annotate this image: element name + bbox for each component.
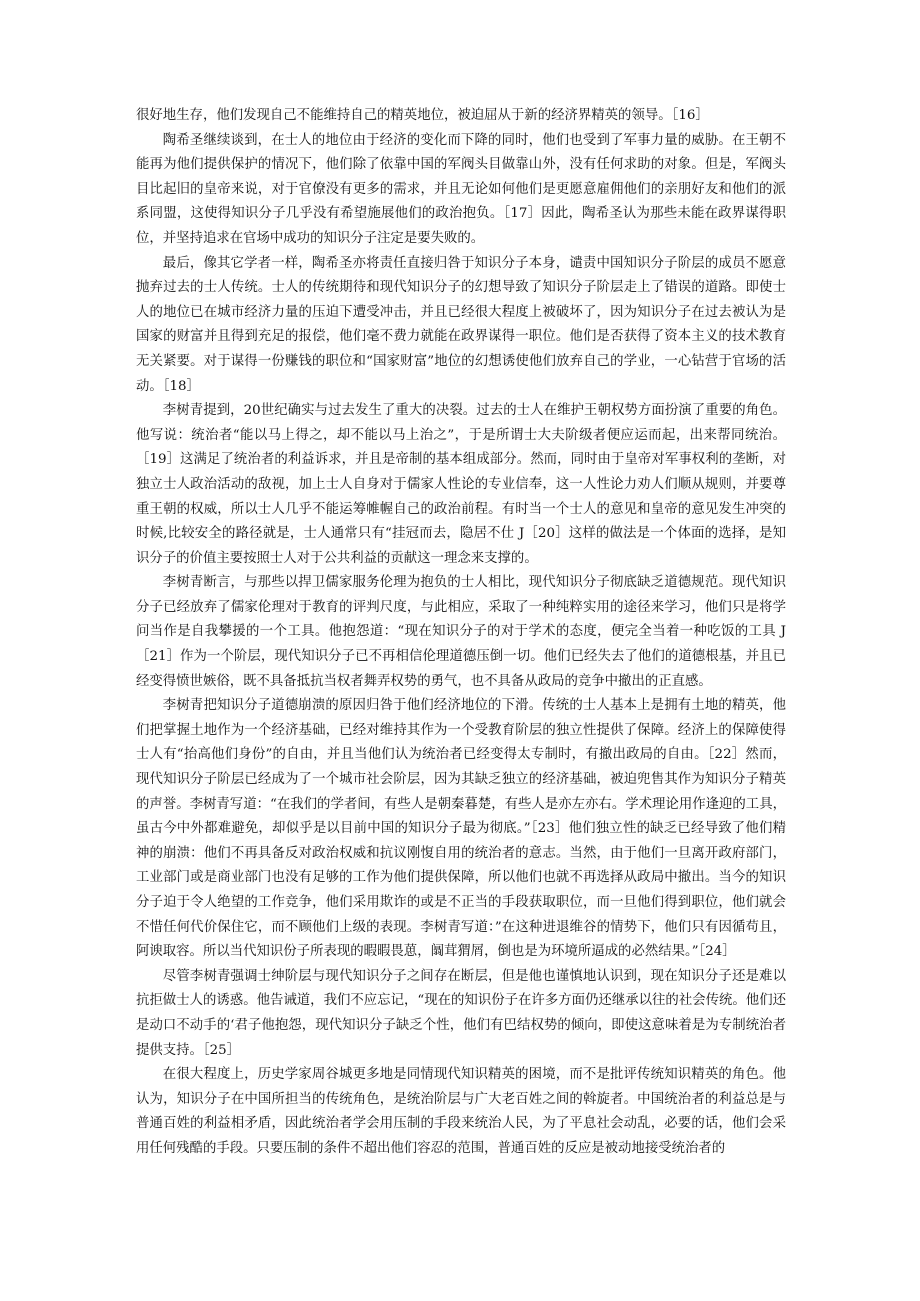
paragraph-tao-xisheng-military: 陶希圣继续谈到，在士人的地位由于经济的变化而下降的同时，他们也受到了军事力量的威胁。在王朝不能再为他们提供保护的情况下，他们除了依靠中国的军阀头目做靠山外，没有任何求助的对象。但是，军阀头目比起旧的皇帝来说，对于官僚没有更多的需求，并且无论如何他们是更愿意雇佣他们的亲朋好友和他们的派系同盟，这使得知识分子几乎没有希望施展他们的政治抱负。［17］因此，陶希圣认为那些未能在政界谋得职位，并坚持追求在官场中成功的知识分子注定是要失败的。 bbox=[136, 132, 786, 246]
paragraph-tao-xisheng-blame: 最后，像其它学者一样，陶希圣亦将责任直接归咎于知识分子本身，谴责中国知识分子阶层的成员不愿意抛弃过去的士人传统。士人的传统期待和现代知识分子的幻想导致了知识分子阶层走上了错误的道路。即使士人的地位已在城市经济力量的压迫下遭受冲击，并且已经很大程度上被破坏了，因为知识分子在过去被认为是国家的财富并且得到充足的报偿，他们毫不费力就能在政界谋得一职位。他们是否获得了资本主义的技术教育无关紧要。对于谋得一份赚钱的职位和“国家财富”地位的幻想诱使他们放弃自己的学业，一心钻营于官场的活动。［18］ bbox=[136, 255, 786, 394]
paragraph-li-shuqing-temptation: 尽管李树青强调士绅阶层与现代知识分子之间存在断层，但是他也谨慎地认识到，现在知识分子还是难以抗拒做士人的诱惑。他告诫道，我们不应忘记，“现在的知识份子在许多方面仍还继承以往的社会传统。他们还是动口不动手的‘君子他抱怨，现代知识分子缺乏个性，他们有巴结权势的倾向，即使这意味着是为专制统治者提供支持。［25］ bbox=[136, 968, 786, 1058]
paragraph-continuation: 很好地生存，他们发现自己不能维持自己的精英地位，被迫屈从于新的经济界精英的领导。［16］ bbox=[136, 108, 709, 123]
paragraph-li-shuqing-rupture: 李树青提到，20世纪确实与过去发生了重大的决裂。过去的士人在维护王朝权势方面扮演了重要的角色。他写说：统治者“能以马上得之，却不能以马上治之”，于是所谓士大夫阶级者便应运而起，出来帮同统治。［19］这满足了统治者的利益诉求，并且是帝制的基本组成部分。然而，同时由于皇帝对军事权利的垄断，对独立士人政治活动的敌视，加上士人自身对于儒家人性论的专业信奉，这一人性论力劝人们顺从规则，并要尊重王朝的权威，所以士人几乎不能运筹帷幄自己的政治前程。有时当一个士人的意见和皇帝的意见发生冲突的时候,比较安全的路径就是，士人通常只有“挂冠而去，隐居不仕 J［20］这样的做法是一个体面的选择，是知识分子的价值主要按照士人对于公共利益的贡献这一理念来支撑的。 bbox=[136, 403, 786, 566]
paragraph-zhou-gucheng: 在很大程度上，历史学家周谷城更多地是同情现代知识精英的困境，而不是批评传统知识精英的角色。他认为，知识分子在中国所担当的传统角色，是统治阶层与广大老百姓之间的斡旋者。中国统治者的利益总是与普通百姓的利益相矛盾，因此统治者学会用压制的手段来统治人民，为了平息社会动乱，必要的话，他们会采用任何残酷的手段。只要压制的条件不超出他们容忍的范围，普通百姓的反应是被动地接受统治者的 bbox=[136, 1067, 786, 1156]
paragraph-li-shuqing-economy: 李树青把知识分子道德崩溃的原因归咎于他们经济地位的下滑。传统的士人基本上是拥有土地的精英，他们把掌握土地作为一个经济基础，已经对维持其作为一个受教育阶层的独立性提供了保障。经济上的保障使得士人有“抬高他们身份”的自由，并且当他们认为统治者已经变得太专制时，有撤出政局的自由。［22］然而，现代知识分子阶层已经成为了一个城市社会阶层，因为其缺乏独立的经济基础，被迫兜售其作为知识分子精英的声誉。李树青写道：“在我们的学者间，有些人是朝秦暮楚，有些人是亦左亦右。学术理论用作逢迎的工具，虽古今中外都难避免，却似乎是以目前中国的知识分子最为彻底。”［23］他们独立性的缺乏已经导致了他们精神的崩溃：他们不再具备反对政治权威和抗议刚愎自用的统治者的意志。当然，由于他们一旦离开政府部门，工业部门或是商业部门也没有足够的工作为他们提供保障，所以他们也就不再选择从政局中撤出。当今的知识分子迫于令人绝望的工作竞争，他们采用欺诈的或是不正当的手段获取职位，而一旦他们得到职位，他们就会不惜任何代价保住它，而不顾他们上级的表现。李树青写道：”在这种进退维谷的情势下，他们只有因循苟且，阿谀取容。所以当代知识份子所表现的暇暇畏葸，阘茸猬屑，倒也是为环境所逼成的必然结果。”［24］ bbox=[136, 698, 786, 960]
paragraph-li-shuqing-ethics: 李树青断言，与那些以捍卫儒家服务伦理为抱负的士人相比，现代知识分子彻底缺乏道德规范。现代知识分子已经放弃了儒家伦理对于教育的评判尺度，与此相应，采取了一种纯粹实用的途径来学习，他们只是将学问当作是自我攀援的一个工具。他抱怨道：“现在知识分子的对于学术的态度，便完全当着一种吃饭的工具 J［21］作为一个阶层，现代知识分子已不再相信伦理道德压倒一切。他们已经失去了他们的道德根基，并且已经变得愤世嫉俗，既不具备抵抗当权者舞弄权势的勇气，也不具备从政局的竞争中撤出的正直感。 bbox=[136, 575, 786, 689]
document-page bbox=[136, 104, 786, 1162]
